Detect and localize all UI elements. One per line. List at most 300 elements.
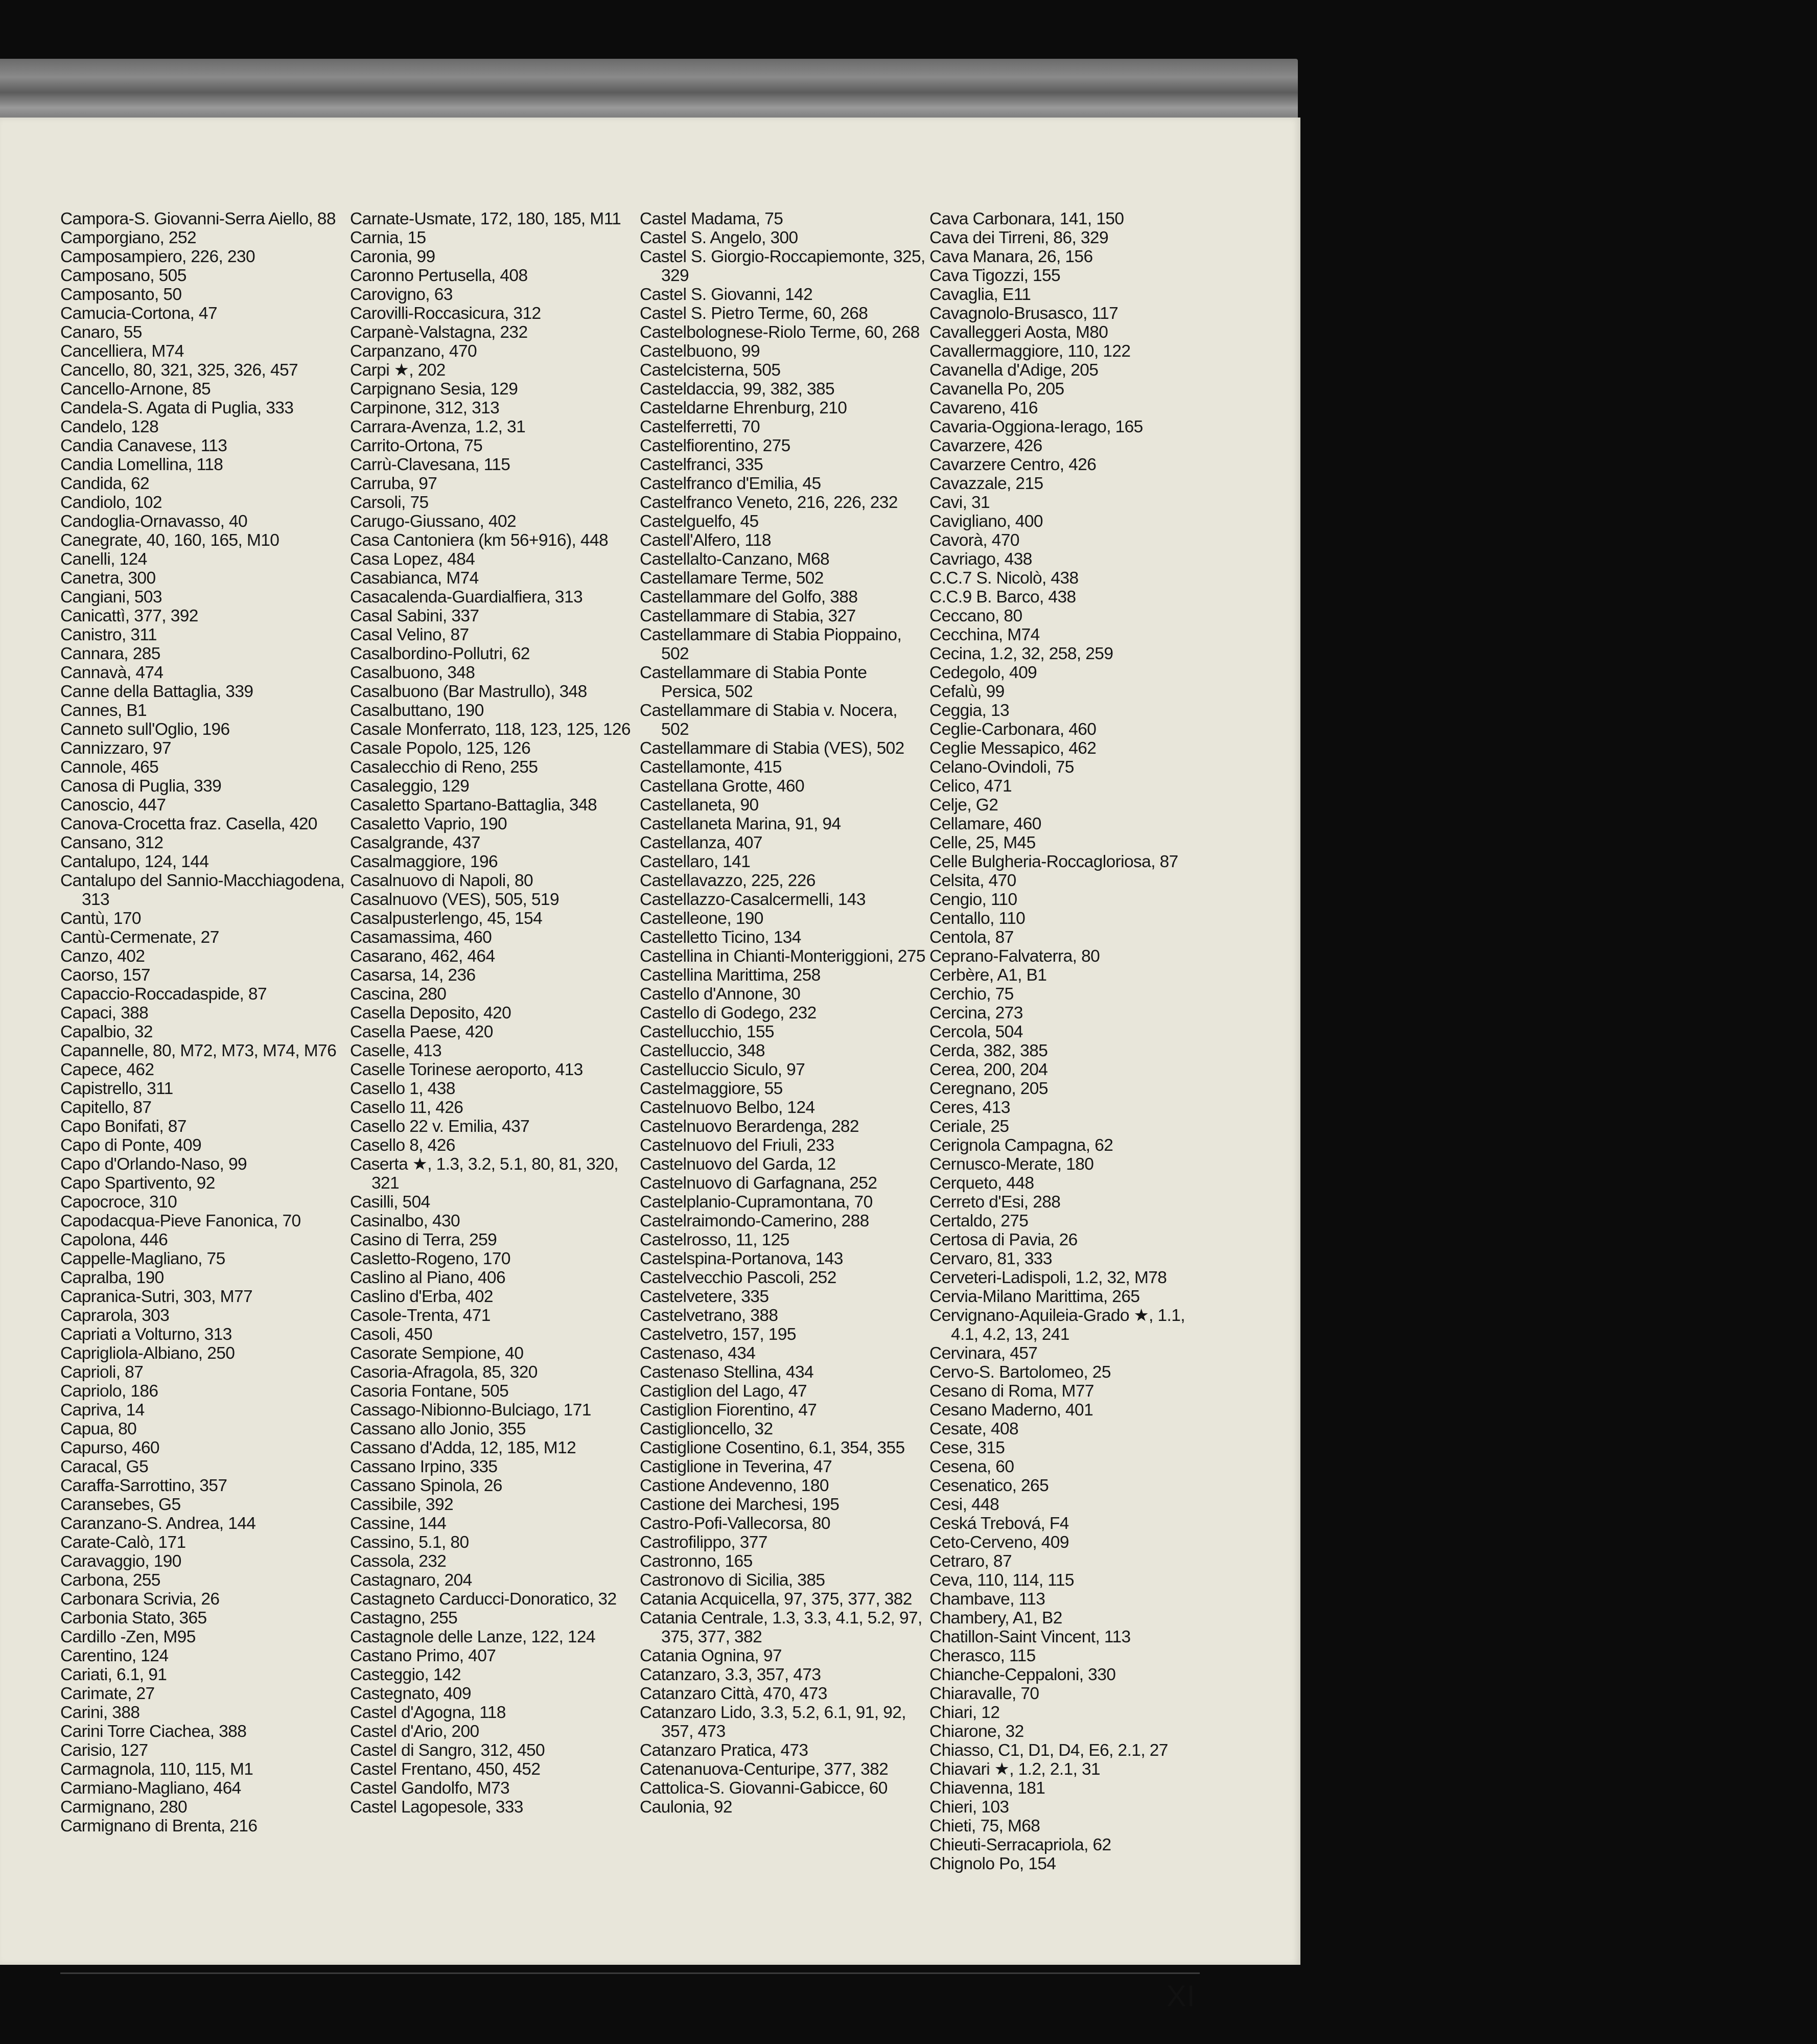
index-entry: Castano Primo, 407 (350, 1646, 496, 1665)
index-entry: Capocroce, 310 (60, 1193, 177, 1212)
index-entry: Cavareno, 416 (929, 399, 1038, 417)
index-entry: Carnate-Usmate, 172, 180, 185, M11 (350, 210, 621, 228)
index-entry: Casalnuovo di Napoli, 80 (350, 871, 533, 890)
index-entry: Ceto-Cerveno, 409 (929, 1533, 1069, 1552)
index-entry: Camporgiano, 252 (60, 228, 197, 247)
index-entry: Castel d'Ario, 200 (350, 1722, 479, 1741)
index-entry: Castellamonte, 415 (640, 758, 782, 777)
index-entry: Castelrosso, 11, 125 (640, 1230, 789, 1249)
index-entry: Cesenatico, 265 (929, 1476, 1049, 1495)
index-entry: Canegrate, 40, 160, 165, M10 (60, 531, 279, 550)
index-entry: Catanzaro Lido, 3.3, 5.2, 6.1, 91, 92, 357, 473 (640, 1703, 906, 1741)
index-entry: Castello di Godego, 232 (640, 1004, 817, 1023)
index-entry: Canova-Crocetta fraz. Casella, 420 (60, 815, 317, 833)
index-entry: Casacalenda-Guardialfiera, 313 (350, 588, 583, 607)
index-entry: Castelnuovo Belbo, 124 (640, 1098, 815, 1117)
index-entry: Carsoli, 75 (350, 493, 429, 512)
index-entry: Casal Velino, 87 (350, 625, 469, 644)
index-entry: Cerreto d'Esi, 288 (929, 1193, 1061, 1212)
index-entry: Castellammare di Stabia Ponte Persica, 502 (640, 663, 867, 701)
index-entry: Cavarzere Centro, 426 (929, 455, 1097, 474)
index-entry: Casorate Sempione, 40 (350, 1344, 524, 1363)
index-entry: Camposanto, 50 (60, 285, 182, 304)
index-entry: Castenaso Stellina, 434 (640, 1363, 814, 1382)
index-entry: Cerda, 382, 385 (929, 1041, 1048, 1060)
index-entry: Castellalto-Canzano, M68 (640, 550, 830, 569)
index-entry: Castellina Marittima, 258 (640, 966, 821, 985)
index-entry: Cesano Maderno, 401 (929, 1401, 1093, 1420)
index-entry: Cerchio, 75 (929, 985, 1014, 1004)
page-stack-edge (0, 59, 1298, 120)
index-entry: Castel Lagopesole, 333 (350, 1798, 523, 1817)
index-entry: Cannes, B1 (60, 701, 147, 720)
index-entry: Castelvetro, 157, 195 (640, 1325, 796, 1344)
index-entry: Cavorà, 470 (929, 531, 1019, 550)
index-entry: Casalbordino-Pollutri, 62 (350, 644, 530, 663)
index-entry: Cantalupo, 124, 144 (60, 852, 209, 871)
index-entry: Casamassima, 460 (350, 928, 492, 947)
index-entry: Caronno Pertusella, 408 (350, 266, 528, 285)
index-entry: Cancello-Arnone, 85 (60, 380, 211, 399)
index-entry: Castelluccio, 348 (640, 1041, 765, 1060)
index-entry: Casello 1, 438 (350, 1079, 455, 1098)
index-entry: Casalecchio di Reno, 255 (350, 758, 538, 777)
index-entry: Cassago-Nibionno-Bulciago, 171 (350, 1401, 591, 1420)
index-entry: Castel S. Giovanni, 142 (640, 285, 813, 304)
index-entry: Cecina, 1.2, 32, 258, 259 (929, 644, 1113, 663)
index-entry: Cese, 315 (929, 1438, 1005, 1457)
index-entry: Carmignano, 280 (60, 1798, 187, 1817)
index-entry: Castelbuono, 99 (640, 342, 760, 361)
index-entry: Cervia-Milano Marittima, 265 (929, 1287, 1140, 1306)
index-entry: Casalnuovo (VES), 505, 519 (350, 890, 559, 909)
index-entry: Ceriale, 25 (929, 1117, 1009, 1136)
index-entry: Caracal, G5 (60, 1457, 149, 1476)
index-entry: Castelfiorentino, 275 (640, 436, 790, 455)
index-entry: Cansano, 312 (60, 833, 164, 852)
page-number: XI (1167, 1980, 1196, 2013)
index-entry: Casino di Terra, 259 (350, 1230, 497, 1249)
index-entry: Castel Gandolfo, M73 (350, 1779, 510, 1798)
index-entry: Cassano Spinola, 26 (350, 1476, 502, 1495)
index-entry: Castellammare di Stabia Pioppaino, 502 (640, 625, 902, 663)
index-entry: Castellaneta Marina, 91, 94 (640, 815, 841, 833)
index-entry: Casaletto Spartano-Battaglia, 348 (350, 796, 597, 815)
index-entry: Casaletto Vaprio, 190 (350, 815, 507, 833)
index-entry: Canaro, 55 (60, 323, 142, 342)
index-entry: Carimate, 27 (60, 1684, 155, 1703)
index-entry: Certaldo, 275 (929, 1212, 1029, 1230)
index-entry: Casello 8, 426 (350, 1136, 455, 1155)
index-entry: Chieri, 103 (929, 1798, 1009, 1817)
index-entry: Cassibile, 392 (350, 1495, 454, 1514)
index-entry: Catania Acquicella, 97, 375, 377, 382 (640, 1590, 912, 1609)
index-entry: Carrù-Clavesana, 115 (350, 455, 510, 474)
index-entry: Caronia, 99 (350, 247, 435, 266)
index-entry: Casalbuono (Bar Mastrullo), 348 (350, 682, 587, 701)
index-entry: Carnia, 15 (350, 228, 426, 247)
index-entry: Capriati a Volturno, 313 (60, 1325, 232, 1344)
index-entry: Carpanè-Valstagna, 232 (350, 323, 528, 342)
index-entry: Candida, 62 (60, 474, 150, 493)
index-page (0, 118, 1300, 2013)
index-entry: Cerqueto, 448 (929, 1174, 1034, 1193)
index-entry: Cantù-Cermenate, 27 (60, 928, 219, 947)
index-entry: Casella Paese, 420 (350, 1023, 493, 1041)
index-entry: Cavanella Po, 205 (929, 380, 1064, 399)
index-entry: Candia Canavese, 113 (60, 436, 227, 455)
index-entry: Carini, 388 (60, 1703, 140, 1722)
index-entry: Cancelliera, M74 (60, 342, 184, 361)
index-entry: Castellanza, 407 (640, 833, 762, 852)
index-entry: Cardillo -Zen, M95 (60, 1628, 196, 1646)
index-entry: Cassano allo Jonio, 355 (350, 1420, 526, 1438)
index-entry: Castrofilippo, 377 (640, 1533, 767, 1552)
index-entry: Castiglion del Lago, 47 (640, 1382, 807, 1401)
index-entry: Caserta ★, 1.3, 3.2, 5.1, 80, 81, 320, 321 (350, 1155, 618, 1193)
index-entry: Casa Cantoniera (km 56+916), 448 (350, 531, 609, 550)
index-entry: Cervaro, 81, 333 (929, 1249, 1052, 1268)
index-entry: Carugo-Giussano, 402 (350, 512, 517, 531)
index-entry: Capistrello, 311 (60, 1079, 173, 1098)
index-entry: Cava Manara, 26, 156 (929, 247, 1093, 266)
index-entry: Catania Ognina, 97 (640, 1646, 782, 1665)
index-entry: Candelo, 128 (60, 417, 159, 436)
index-entry: Cassino, 5.1, 80 (350, 1533, 469, 1552)
index-entry: Casa Lopez, 484 (350, 550, 475, 569)
index-entry: Castellamare Terme, 502 (640, 569, 824, 588)
index-entry: Carmignano di Brenta, 216 (60, 1817, 258, 1836)
index-entry: Catanzaro Città, 470, 473 (640, 1684, 827, 1703)
index-entry: Castelguelfo, 45 (640, 512, 759, 531)
index-entry: Ceggia, 13 (929, 701, 1010, 720)
index-entry: Capaccio-Roccadaspide, 87 (60, 985, 267, 1004)
index-entry: Castelbolognese-Riolo Terme, 60, 268 (640, 323, 920, 342)
index-entry: Castione dei Marchesi, 195 (640, 1495, 840, 1514)
index-entry: Castellammare di Stabia, 327 (640, 607, 856, 625)
index-entry: Cappelle-Magliano, 75 (60, 1249, 225, 1268)
index-entry: Caprioli, 87 (60, 1363, 144, 1382)
index-entry: Celico, 471 (929, 777, 1012, 796)
index-entry: Capitello, 87 (60, 1098, 152, 1117)
index-entry: Castenaso, 434 (640, 1344, 756, 1363)
index-entry: Casarsa, 14, 236 (350, 966, 476, 985)
index-entry: Castellammare di Stabia (VES), 502 (640, 739, 904, 758)
index-entry: Canzo, 402 (60, 947, 145, 966)
index-entry: Casello 11, 426 (350, 1098, 463, 1117)
index-entry: Carruba, 97 (350, 474, 437, 493)
index-entry: Cannavà, 474 (60, 663, 164, 682)
index-entry: Cetraro, 87 (929, 1552, 1012, 1571)
index-entry: Cerveteri-Ladispoli, 1.2, 32, M78 (929, 1268, 1167, 1287)
index-entry: Castagno, 255 (350, 1609, 458, 1628)
index-entry: Cercola, 504 (929, 1023, 1023, 1041)
index-entry: Cangiani, 503 (60, 588, 162, 607)
index-entry: Castiglioncello, 32 (640, 1420, 773, 1438)
index-column-3 (640, 210, 926, 1891)
index-entry: Castel di Sangro, 312, 450 (350, 1741, 545, 1760)
index-entry: Castro-Pofi-Vallecorsa, 80 (640, 1514, 830, 1533)
index-entry: Cherasco, 115 (929, 1646, 1036, 1665)
index-column-2 (350, 210, 636, 1891)
index-entry: Ceská Trebová, F4 (929, 1514, 1069, 1533)
index-entry: Cascina, 280 (350, 985, 447, 1004)
index-entry: Castellammare del Golfo, 388 (640, 588, 858, 607)
index-entry: Cantù, 170 (60, 909, 141, 928)
index-entry: Carbonia Stato, 365 (60, 1609, 207, 1628)
index-entry: Castagneto Carducci-Donoratico, 32 (350, 1590, 617, 1609)
index-column-1 (60, 210, 346, 1891)
index-entry: Capriva, 14 (60, 1401, 145, 1420)
index-entry: Carmagnola, 110, 115, M1 (60, 1760, 253, 1779)
index-entry: Casteldaccia, 99, 382, 385 (640, 380, 835, 399)
index-entry: Castelmaggiore, 55 (640, 1079, 783, 1098)
index-entry: Chambery, A1, B2 (929, 1609, 1062, 1628)
index-entry: Capo d'Orlando-Naso, 99 (60, 1155, 247, 1174)
index-entry: Capo di Ponte, 409 (60, 1136, 202, 1155)
index-entry: Castel Frentano, 450, 452 (350, 1760, 541, 1779)
index-entry: Cavigliano, 400 (929, 512, 1043, 531)
index-entry: Castelnuovo del Friuli, 233 (640, 1136, 834, 1155)
bottom-rule (60, 1972, 1200, 1974)
index-entry: Caorso, 157 (60, 966, 150, 985)
index-entry: Carate-Calò, 171 (60, 1533, 186, 1552)
index-entry: Capurso, 460 (60, 1438, 159, 1457)
index-entry: Castagnaro, 204 (350, 1571, 472, 1590)
index-entry: Ceglie Messapico, 462 (929, 739, 1097, 758)
index-entry: Castelleone, 190 (640, 909, 763, 928)
index-entry: Carmiano-Magliano, 464 (60, 1779, 241, 1798)
index-entry: Carpignano Sesia, 129 (350, 380, 518, 399)
index-entry: Casaleggio, 129 (350, 777, 470, 796)
index-entry: Carbonara Scrivia, 26 (60, 1590, 220, 1609)
index-entry: Capralba, 190 (60, 1268, 164, 1287)
index-entry: Castel d'Agogna, 118 (350, 1703, 506, 1722)
index-entry: Castronno, 165 (640, 1552, 753, 1571)
index-entry: Cantalupo del Sannio-Macchiagodena, 313 (60, 871, 345, 909)
index-entry: Camposano, 505 (60, 266, 187, 285)
index-entry: Carentino, 124 (60, 1646, 169, 1665)
index-entry: Carrito-Ortona, 75 (350, 436, 483, 455)
index-entry: Castelnuovo del Garda, 12 (640, 1155, 836, 1174)
index-entry: Castelletto Ticino, 134 (640, 928, 801, 947)
index-entry: Cava Carbonara, 141, 150 (929, 210, 1124, 228)
index-entry: Cesate, 408 (929, 1420, 1019, 1438)
index-entry: Cannara, 285 (60, 644, 160, 663)
index-entry: Castelvetrano, 388 (640, 1306, 778, 1325)
index-entry: Capranica-Sutri, 303, M77 (60, 1287, 253, 1306)
index-entry: Ceva, 110, 114, 115 (929, 1571, 1074, 1590)
index-entry: Canoscio, 447 (60, 796, 166, 815)
index-entry: Cavriago, 438 (929, 550, 1032, 569)
index-entry: Casoli, 450 (350, 1325, 432, 1344)
index-entry: Centola, 87 (929, 928, 1014, 947)
index-entry: Caranzano-S. Andrea, 144 (60, 1514, 256, 1533)
index-entry: Cerignola Campagna, 62 (929, 1136, 1113, 1155)
index-entry: Castellazzo-Casalcermelli, 143 (640, 890, 866, 909)
index-entry: Capo Bonifati, 87 (60, 1117, 187, 1136)
index-entry: Caselle, 413 (350, 1041, 442, 1060)
index-entry: Castiglion Fiorentino, 47 (640, 1401, 817, 1420)
index-entry: Cannole, 465 (60, 758, 159, 777)
index-entry: Carini Torre Ciachea, 388 (60, 1722, 247, 1741)
index-entry: Casteldarne Ehrenburg, 210 (640, 399, 847, 417)
index-entry: Casale Monferrato, 118, 123, 125, 126 (350, 720, 631, 739)
index-entry: Celje, G2 (929, 796, 998, 815)
index-entry: Castellavazzo, 225, 226 (640, 871, 816, 890)
index-entry: Candiolo, 102 (60, 493, 162, 512)
index-column-4 (929, 210, 1216, 1891)
index-entry: Castelcisterna, 505 (640, 361, 781, 380)
index-entry: Cavarzere, 426 (929, 436, 1042, 455)
index-entry: Celano-Ovindoli, 75 (929, 758, 1074, 777)
index-entry: Castel Madama, 75 (640, 210, 783, 228)
index-entry: Cattolica-S. Giovanni-Gabicce, 60 (640, 1779, 888, 1798)
index-entry: Canelli, 124 (60, 550, 147, 569)
index-entry: Cavagnolo-Brusasco, 117 (929, 304, 1119, 323)
index-entry: Castel S. Angelo, 300 (640, 228, 798, 247)
index-entry: Castellaro, 141 (640, 852, 751, 871)
index-entry: Candela-S. Agata di Puglia, 333 (60, 399, 294, 417)
index-entry: Candoglia-Ornavasso, 40 (60, 512, 248, 531)
index-entry: Castelfranco Veneto, 216, 226, 232 (640, 493, 898, 512)
index-entry: Carovilli-Roccasicura, 312 (350, 304, 541, 323)
index-entry: C.C.7 S. Nicolò, 438 (929, 569, 1079, 588)
index-entry: Cavanella d'Adige, 205 (929, 361, 1099, 380)
index-entry: Cesena, 60 (929, 1457, 1014, 1476)
index-entry: Ceprano-Falvaterra, 80 (929, 947, 1100, 966)
index-entry: Candia Lomellina, 118 (60, 455, 223, 474)
index-entry: Centallo, 110 (929, 909, 1026, 928)
index-entry: Cervinara, 457 (929, 1344, 1038, 1363)
index-entry: Cerbère, A1, B1 (929, 966, 1047, 985)
index-entry: Chatillon-Saint Vincent, 113 (929, 1628, 1131, 1646)
index-entry: Cecchina, M74 (929, 625, 1040, 644)
index-entry: Cannizzaro, 97 (60, 739, 171, 758)
index-entry: C.C.9 B. Barco, 438 (929, 588, 1076, 607)
index-entry: Cavazzale, 215 (929, 474, 1043, 493)
index-entry: Canicattì, 377, 392 (60, 607, 198, 625)
index-entry: Canetra, 300 (60, 569, 156, 588)
index-entry: Cavaria-Oggiona-Ierago, 165 (929, 417, 1143, 436)
index-entry: Castell'Alfero, 118 (640, 531, 771, 550)
index-entry: Chiarone, 32 (929, 1722, 1024, 1741)
index-entry: Castelvetere, 335 (640, 1287, 769, 1306)
index-entry: Cassine, 144 (350, 1514, 447, 1533)
index-entry: Canistro, 311 (60, 625, 157, 644)
index-entry: Camucia-Cortona, 47 (60, 304, 217, 323)
index-entry: Carpi ★, 202 (350, 361, 446, 380)
index-entry: Carpinone, 312, 313 (350, 399, 500, 417)
index-entry: Casoria-Afragola, 85, 320 (350, 1363, 538, 1382)
index-entry: Casale Popolo, 125, 126 (350, 739, 531, 758)
index-entry: Cassano Irpino, 335 (350, 1457, 498, 1476)
index-entry: Casoria Fontane, 505 (350, 1382, 509, 1401)
index-entry: Capua, 80 (60, 1420, 137, 1438)
index-entry: Capalbio, 32 (60, 1023, 153, 1041)
index-entry: Cassola, 232 (350, 1552, 447, 1571)
index-entry: Chiasso, C1, D1, D4, E6, 2.1, 27 (929, 1741, 1168, 1760)
index-entry: Castagnole delle Lanze, 122, 124 (350, 1628, 595, 1646)
index-entry: Cassano d'Adda, 12, 185, M12 (350, 1438, 576, 1457)
index-entry: Catanzaro Pratica, 473 (640, 1741, 808, 1760)
index-entry: Certosa di Pavia, 26 (929, 1230, 1078, 1249)
index-entry: Celsita, 470 (929, 871, 1016, 890)
index-entry: Castel S. Pietro Terme, 60, 268 (640, 304, 868, 323)
index-entry: Chiaravalle, 70 (929, 1684, 1039, 1703)
index-entry: Casalgrande, 437 (350, 833, 480, 852)
index-entry: Carpanzano, 470 (350, 342, 477, 361)
index-entry: Casalpusterlengo, 45, 154 (350, 909, 543, 928)
index-entry: Cariati, 6.1, 91 (60, 1665, 167, 1684)
index-entry: Cerea, 200, 204 (929, 1060, 1048, 1079)
index-entry: Caravaggio, 190 (60, 1552, 181, 1571)
index-entry: Casalmaggiore, 196 (350, 852, 498, 871)
index-entry: Castelspina-Portanova, 143 (640, 1249, 843, 1268)
index-entry: Castione Andevenno, 180 (640, 1476, 829, 1495)
index-entry: Castellina in Chianti-Monteriggioni, 275 (640, 947, 925, 966)
index-entry: Catanzaro, 3.3, 357, 473 (640, 1665, 821, 1684)
index-entry: Ceglie-Carbonara, 460 (929, 720, 1097, 739)
index-entry: Casabianca, M74 (350, 569, 479, 588)
index-entry: Chiavenna, 181 (929, 1779, 1045, 1798)
index-entry: Caprarola, 303 (60, 1306, 170, 1325)
index-entry: Castiglione Cosentino, 6.1, 354, 355 (640, 1438, 905, 1457)
index-entry: Caransebes, G5 (60, 1495, 181, 1514)
index-entry: Cavalleggeri Aosta, M80 (929, 323, 1108, 342)
index-entry: Carisio, 127 (60, 1741, 148, 1760)
index-entry: Chignolo Po, 154 (929, 1854, 1056, 1873)
index-entry: Casarano, 462, 464 (350, 947, 495, 966)
index-entry: Castelnuovo di Garfagnana, 252 (640, 1174, 877, 1193)
index-entry: Castelvecchio Pascoli, 252 (640, 1268, 836, 1287)
index-entry: Canne della Battaglia, 339 (60, 682, 253, 701)
index-entry: Caslino d'Erba, 402 (350, 1287, 493, 1306)
index-entry: Cernusco-Merate, 180 (929, 1155, 1094, 1174)
index-entry: Castellana Grotte, 460 (640, 777, 804, 796)
index-entry: Cavi, 31 (929, 493, 990, 512)
index-entry: Celle Bulgheria-Roccagloriosa, 87 (929, 852, 1178, 871)
index-entry: Castelfranco d'Emilia, 45 (640, 474, 821, 493)
index-entry: Castiglione in Teverina, 47 (640, 1457, 832, 1476)
index-entry: Cesano di Roma, M77 (929, 1382, 1094, 1401)
index-entry: Chianche-Ceppaloni, 330 (929, 1665, 1116, 1684)
index-entry: Casteggio, 142 (350, 1665, 461, 1684)
index-entry: Canosa di Puglia, 339 (60, 777, 222, 796)
index-entry: Castellucchio, 155 (640, 1023, 774, 1041)
index-entry: Capodacqua-Pieve Fanonica, 70 (60, 1212, 301, 1230)
index-entry: Castegnato, 409 (350, 1684, 471, 1703)
index-entry: Casole-Trenta, 471 (350, 1306, 491, 1325)
index-entry: Capolona, 446 (60, 1230, 168, 1249)
index-entry: Castel S. Giorgio-Roccapiemonte, 325, 329 (640, 247, 925, 285)
index-entry: Catania Centrale, 1.3, 3.3, 4.1, 5.2, 97, 375, 377, 382 (640, 1609, 922, 1646)
index-entry: Caselle Torinese aeroporto, 413 (350, 1060, 583, 1079)
index-entry: Casalbuono, 348 (350, 663, 475, 682)
index-entry: Chiari, 12 (929, 1703, 1000, 1722)
index-entry: Capece, 462 (60, 1060, 154, 1079)
index-entry: Catenanuova-Centuripe, 377, 382 (640, 1760, 889, 1779)
index-entry: Cercina, 273 (929, 1004, 1023, 1023)
index-entry: Castronovo di Sicilia, 385 (640, 1571, 825, 1590)
index-entry: Castelfranci, 335 (640, 455, 763, 474)
index-entry: Cellamare, 460 (929, 815, 1041, 833)
index-entry: Ceregnano, 205 (929, 1079, 1048, 1098)
index-entry: Campora-S. Giovanni-Serra Aiello, 88 (60, 210, 336, 228)
index-entry: Ceres, 413 (929, 1098, 1010, 1117)
index-entry: Cefalù, 99 (929, 682, 1005, 701)
index-entry: Cava Tigozzi, 155 (929, 266, 1061, 285)
